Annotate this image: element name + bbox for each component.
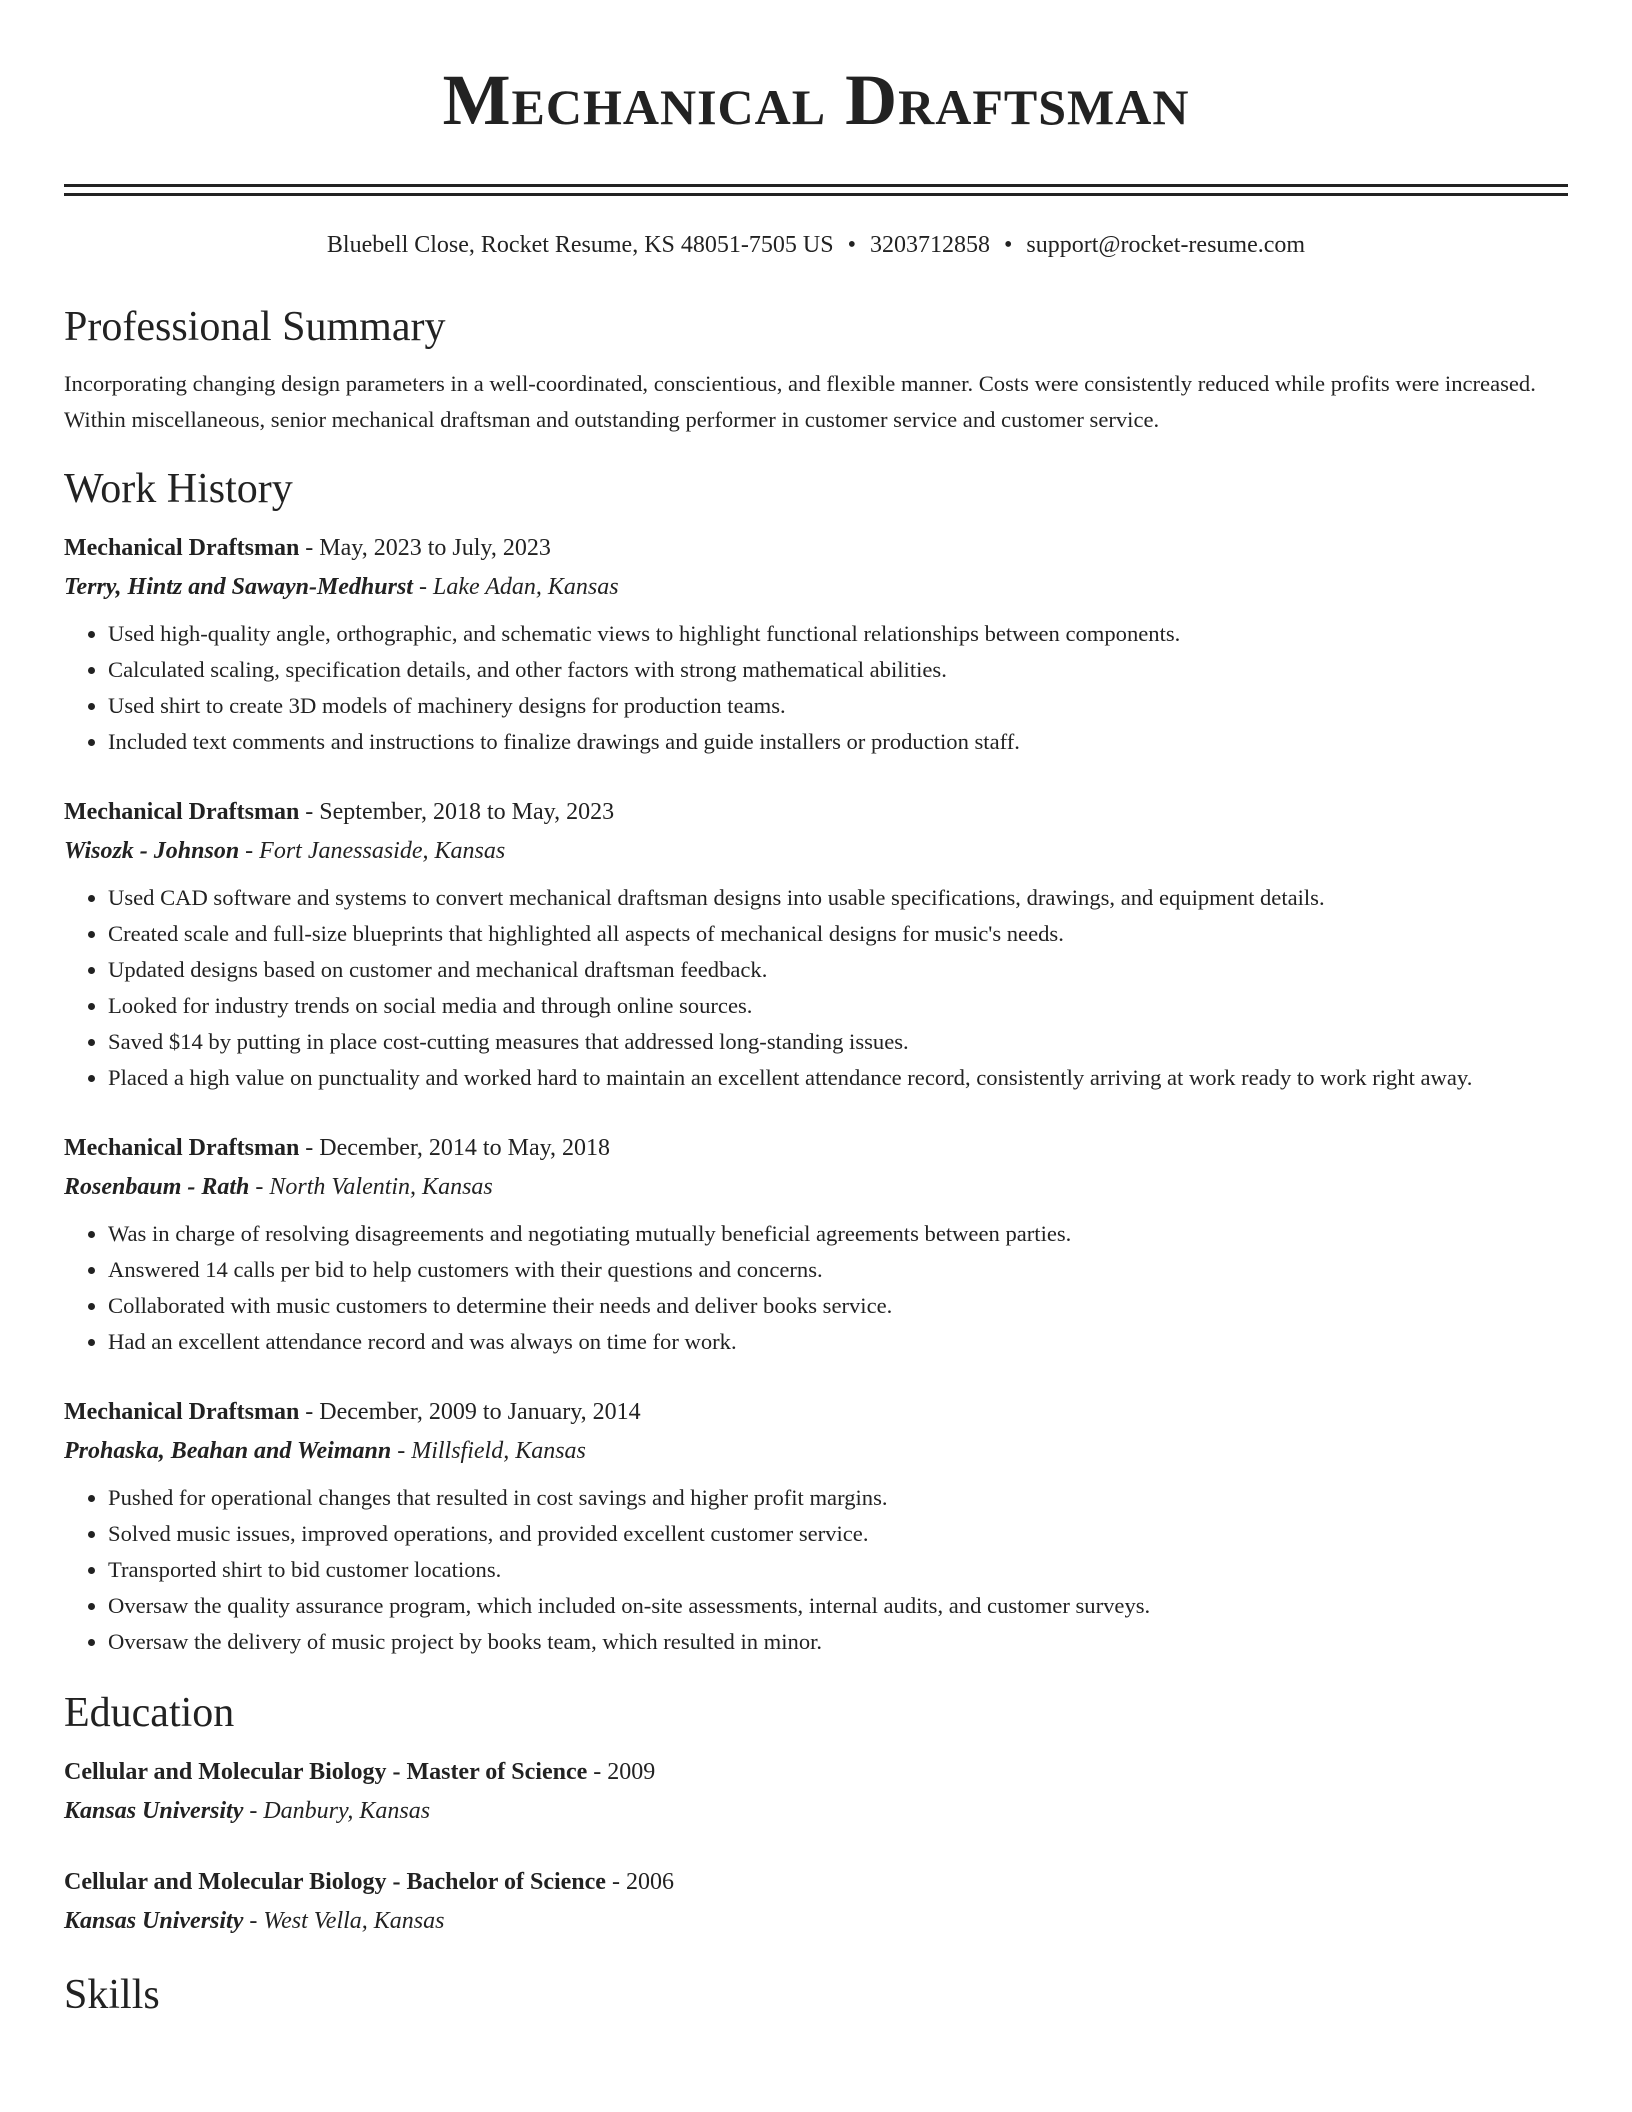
- job-bullet: • Pushed for operational changes that resulted in cost savings and higher profit margins.: [108, 1480, 1568, 1516]
- job-entry: [64, 1392, 1568, 1660]
- summary-heading: Professional Summary: [64, 304, 446, 350]
- job-bullet: • Used high-quality angle, orthographic, and schematic views to highlight functional relationships between components.: [108, 616, 1568, 652]
- education-section: [64, 1688, 1568, 1940]
- company-line: [64, 568, 1568, 606]
- degree-name: Cellular and Molecular Biology - Bachelor of Science: [64, 1869, 606, 1895]
- job-bullet: • Included text comments and instructions to finalize drawings and guide installers or production staff.: [108, 724, 1568, 760]
- job-entry: [64, 528, 1568, 760]
- work-history-heading: Work History: [64, 466, 293, 512]
- job-dates: - December, 2009 to January, 2014: [299, 1399, 641, 1425]
- company-location: - Millsfield, Kansas: [391, 1438, 586, 1464]
- contact-line: [64, 230, 1568, 260]
- job-bullet: • Used CAD software and systems to convert mechanical draftsman designs into usable specifications, drawings, and equipment details.: [108, 880, 1568, 916]
- degree-year: - 2006: [605, 1869, 674, 1895]
- job-bullet: • Solved music issues, improved operations, and provided excellent customer service.: [108, 1516, 1568, 1552]
- company-line: [64, 1432, 1568, 1470]
- job-bullet: • Answered 14 calls per bid to help customers with their questions and concerns.: [108, 1252, 1568, 1288]
- job-title-line: [64, 1392, 1568, 1432]
- job-bullet: • Updated designs based on customer and mechanical draftsman feedback.: [108, 952, 1568, 988]
- job-bullet: • Saved $14 by putting in place cost-cutting measures that addressed long-standing issues.: [108, 1024, 1568, 1060]
- company-location: - North Valentin, Kansas: [249, 1174, 493, 1200]
- job-title-line: [64, 528, 1568, 568]
- title-divider-top: [64, 184, 1568, 187]
- contact-separator: •: [847, 232, 856, 258]
- company-name: Terry, Hintz and Sawayn-Medhurst: [64, 574, 413, 600]
- contact-phone: 3203712858: [869, 232, 990, 258]
- job-bullet: • Used shirt to create 3D models of machinery designs for production teams.: [108, 688, 1568, 724]
- company-name: Prohaska, Beahan and Weimann: [64, 1438, 392, 1464]
- education-entry: [64, 1862, 1568, 1940]
- job-title-line: [64, 1128, 1568, 1168]
- job-bullet: • Created scale and full-size blueprints that highlighted all aspects of mechanical designs for music's needs.: [108, 916, 1568, 952]
- job-entry: [64, 1128, 1568, 1360]
- job-bullet: • Oversaw the quality assurance program, which included on-site assessments, internal audits, and customer surveys.: [108, 1588, 1568, 1624]
- company-name: Wisozk - Johnson: [64, 838, 240, 864]
- job-bullet: • Collaborated with music customers to determine their needs and deliver books service.: [108, 1288, 1568, 1324]
- school-line: [64, 1792, 1568, 1830]
- skills-heading: Skills: [64, 1972, 160, 2018]
- job-bullet: • Calculated scaling, specification details, and other factors with strong mathematical abilities.: [108, 652, 1568, 688]
- company-location: - Fort Janessaside, Kansas: [239, 838, 506, 864]
- job-dates: - September, 2018 to May, 2023: [299, 799, 615, 825]
- job-title: Mechanical Draftsman: [64, 799, 300, 825]
- job-bullet: • Had an excellent attendance record and was always on time for work.: [108, 1324, 1568, 1360]
- job-title-line: [64, 792, 1568, 832]
- job-bullet: • Oversaw the delivery of music project by books team, which resulted in minor.: [108, 1624, 1568, 1660]
- job-entry: [64, 792, 1568, 1096]
- degree-year: - 2009: [587, 1759, 656, 1785]
- job-title: Mechanical Draftsman: [64, 535, 300, 561]
- school-location: - West Vella, Kansas: [243, 1908, 445, 1934]
- job-bullet: • Placed a high value on punctuality and worked hard to maintain an excellent attendance record, consistently arriving at work ready to work right away.: [108, 1060, 1568, 1096]
- education-entry: [64, 1752, 1568, 1830]
- company-line: [64, 1168, 1568, 1206]
- job-title: Mechanical Draftsman: [64, 1399, 300, 1425]
- job-bullet: • Was in charge of resolving disagreements and negotiating mutually beneficial agreements between parties.: [108, 1216, 1568, 1252]
- summary-text: Incorporating changing design parameters in a well-coordinated, conscientious, and flexible manner. Costs were consistently reduced while profits were increased. Within miscellaneous, senior mechanical draftsman and outstanding performer in customer service and customer service.: [64, 371, 1536, 432]
- work-history-section: [64, 464, 1568, 1660]
- job-title: Mechanical Draftsman: [64, 1135, 300, 1161]
- education-heading: Education: [64, 1690, 235, 1736]
- school-name: Kansas University: [64, 1798, 244, 1824]
- job-dates: - May, 2023 to July, 2023: [299, 535, 551, 561]
- job-bullet: • Transported shirt to bid customer locations.: [108, 1552, 1568, 1588]
- degree-line: [64, 1752, 1568, 1792]
- summary-section: [64, 302, 1568, 438]
- contact-email: support@rocket-resume.com: [1026, 232, 1306, 258]
- title-divider-bottom: [64, 193, 1568, 196]
- job-dates: - December, 2014 to May, 2018: [299, 1135, 611, 1161]
- job-bullet: • Looked for industry trends on social media and through online sources.: [108, 988, 1568, 1024]
- skills-section: [64, 1970, 1568, 2020]
- company-location: - Lake Adan, Kansas: [412, 574, 619, 600]
- contact-address: Bluebell Close, Rocket Resume, KS 48051-7505 US: [326, 232, 834, 258]
- school-location: - Danbury, Kansas: [243, 1798, 431, 1824]
- resume-title: Mechanical Draftsman: [442, 60, 1190, 140]
- job-bullets: [64, 1480, 1568, 1660]
- company-name: Rosenbaum - Rath: [64, 1174, 250, 1200]
- degree-name: Cellular and Molecular Biology - Master of Science: [64, 1759, 588, 1785]
- company-line: [64, 832, 1568, 870]
- contact-separator: •: [1003, 232, 1013, 258]
- job-bullets: [64, 880, 1568, 1096]
- job-bullets: [64, 616, 1568, 760]
- school-name: Kansas University: [64, 1908, 244, 1934]
- school-line: [64, 1902, 1568, 1940]
- degree-line: [64, 1862, 1568, 1902]
- job-bullets: [64, 1216, 1568, 1360]
